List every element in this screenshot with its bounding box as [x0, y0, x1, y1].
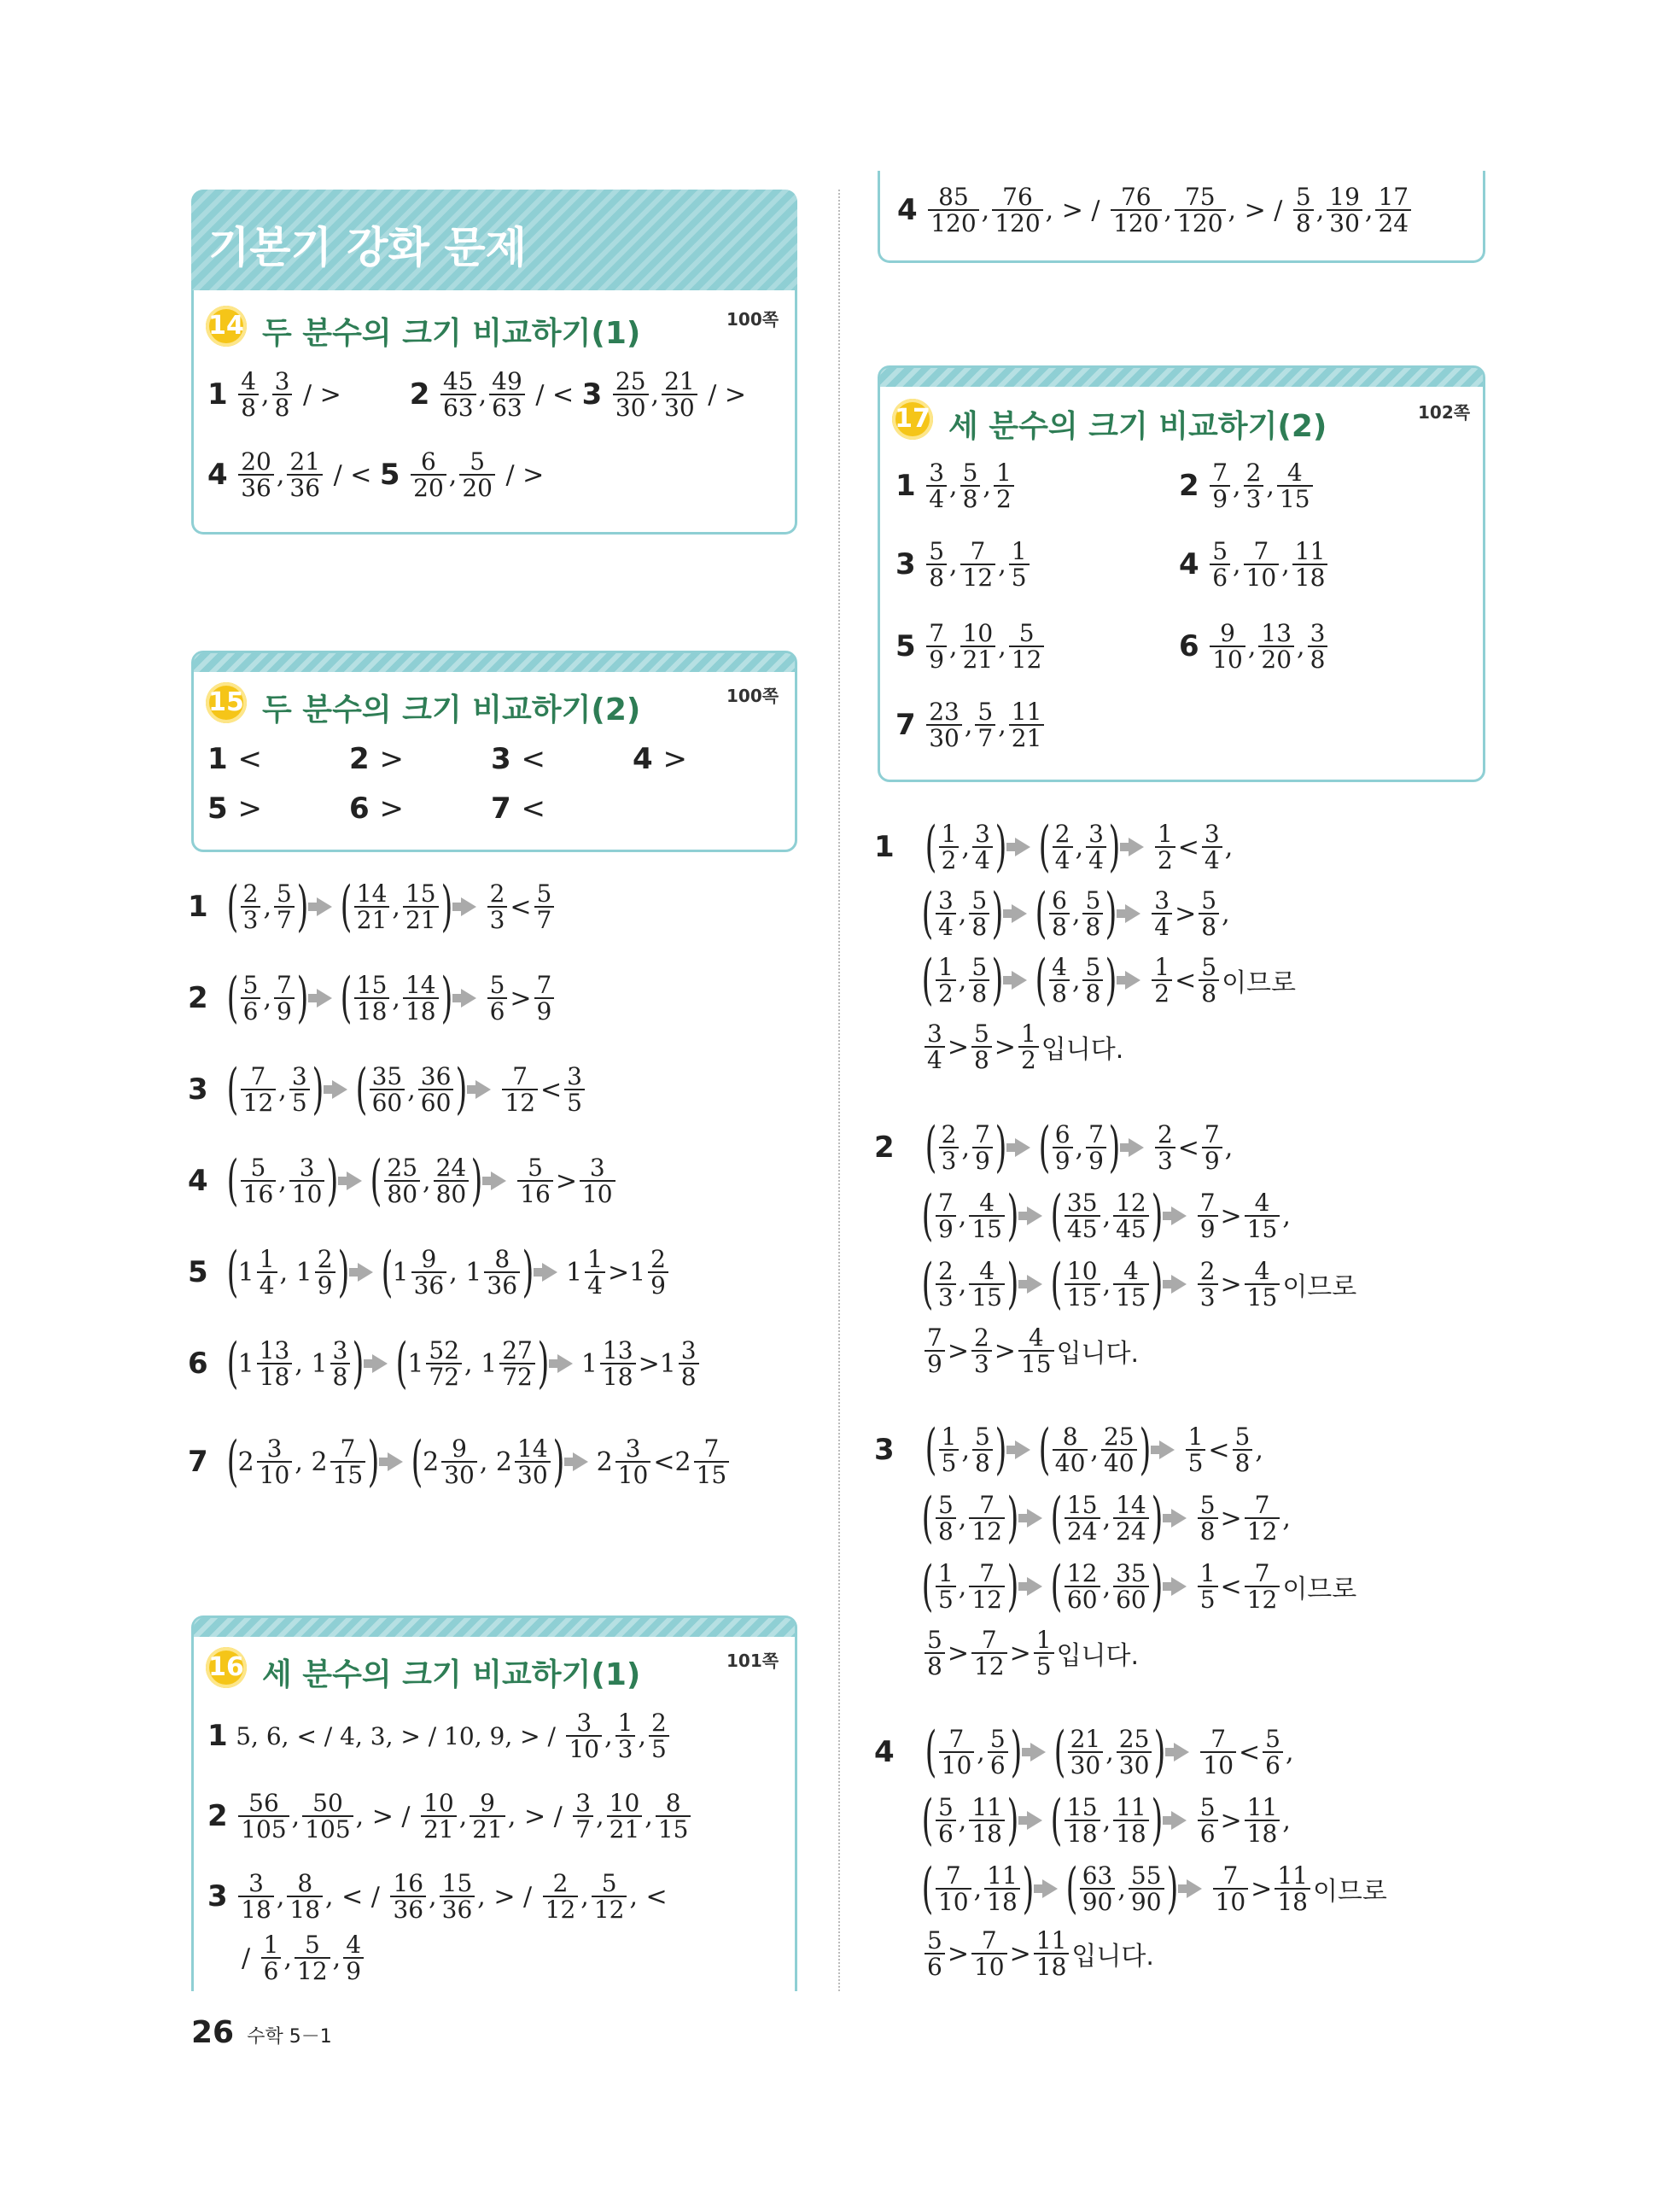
solution-row: 7 ( 2 $\frac{3}{10}$ , 2 $\frac{7}{15}$ ) ( 2 $\frac{9}{30}$ , 2 $\frac{14}{30}$ ) 2 $\frac{3}{10}$ <2 $\frac{7}{15}$	[188, 1434, 732, 1489]
page-reference: 100쪽	[726, 686, 779, 706]
solution-row: ( $\frac{5}{6}$ , $\frac{11}{18}$ ) ( $\frac{15}{18}$ , $\frac{11}{18}$ ) $\frac{5}{6}$ > $\frac{11}{18}$ ,	[921, 1789, 1291, 1852]
answer-row: 2 $\frac{56}{105}$ , $\frac{50}{105}$ , > / $\frac{10}{21}$ , $\frac{9}{21}$ , > / $\frac{3}{7}$ , $\frac{10}{21}$ , $\frac{8}{15}$	[207, 1791, 693, 1843]
answer-row: 3 $\frac{3}{18}$ , $\frac{8}{18}$ , < / $\frac{16}{36}$ , $\frac{15}{36}$ , > / $\frac{2}{12}$ , $\frac{5}{12}$ , <	[207, 1869, 668, 1925]
answer-row: 1 $\frac{4}{8}$ , $\frac{3}{8}$ / > 2 $\frac{45}{63}$ , $\frac{49}{63}$ / < 3 $\frac{25}{30}$ , $\frac{21}{30}$ / >	[207, 367, 747, 423]
answer-row: 5 $\frac{7}{9}$ , $\frac{10}{21}$ , $\frac{5}{12}$	[895, 621, 1047, 673]
solution-row: 4 ( $\frac{7}{10}$ , $\frac{5}{6}$ ) ( $\frac{21}{30}$ , $\frac{25}{30}$ ) $\frac{7}{10}$ < $\frac{5}{6}$ ,	[874, 1721, 1294, 1784]
answer-row: 4 $\frac{85}{120}$ , $\frac{76}{120}$ , > / $\frac{76}{120}$ , $\frac{75}{120}$ , > / $\frac{5}{8}$ , $\frac{19}{30}$ , $\frac{17}{24}$	[897, 184, 1414, 237]
section-title: 두 분수의 크기 비교하기(1)	[262, 316, 641, 351]
solution-row: ( $\frac{7}{10}$ , $\frac{11}{18}$ ) ( $\frac{63}{90}$ , $\frac{55}{90}$ ) $\frac{7}{10}$ > $\frac{11}{18}$ 이므로	[921, 1857, 1387, 1920]
section-title: 두 분수의 크기 비교하기(2)	[262, 692, 641, 727]
solution-row: $\frac{7}{9}$ > $\frac{2}{3}$ > $\frac{4}{15}$ 입니다.	[922, 1325, 1139, 1377]
answer-row: 7 $\frac{23}{30}$ , $\frac{5}{7}$ , $\frac{11}{21}$	[895, 699, 1047, 751]
page-reference: 100쪽	[726, 309, 779, 330]
answer-row: 3 $\frac{5}{8}$ , $\frac{7}{12}$ , $\frac{1}{5}$	[895, 539, 1032, 591]
answer-row: 4 $\frac{5}{6}$ , $\frac{7}{10}$ , $\frac{11}{18}$	[1179, 539, 1330, 591]
answer-row: 1 5, 6, < / 4, 3, > / 10, 9, > / $\frac{3}{10}$ , $\frac{1}{3}$ , $\frac{2}{5}$	[207, 1710, 672, 1762]
solution-row: ( $\frac{7}{9}$ , $\frac{4}{15}$ ) ( $\frac{35}{45}$ , $\frac{12}{45}$ ) $\frac{7}{9}$ > $\frac{4}{15}$ ,	[921, 1184, 1291, 1247]
section-16-continued-box	[878, 171, 1485, 263]
answer-row: 1 < 2 > 3 < 4 >	[207, 742, 688, 776]
solution-row: $\frac{3}{4}$ > $\frac{5}{8}$ > $\frac{1}{2}$ 입니다.	[922, 1021, 1123, 1073]
solution-row: 2 ( $\frac{5}{6}$ , $\frac{7}{9}$ ) ( $\frac{15}{18}$ , $\frac{14}{18}$ ) $\frac{5}{6}$ > $\frac{7}{9}$	[188, 971, 557, 1025]
solution-row: 6 ( 1 $\frac{13}{18}$ , 1 $\frac{3}{8}$ ) ( 1 $\frac{52}{72}$ , 1 $\frac{27}{72}$ ) 1 $\frac{13}{18}$ >1 $\frac{3}{8}$	[188, 1336, 702, 1391]
page-reference: 101쪽	[726, 1651, 779, 1671]
solution-row: ( $\frac{3}{4}$ , $\frac{5}{8}$ ) ( $\frac{6}{8}$ , $\frac{5}{8}$ ) $\frac{3}{4}$ > $\frac{5}{8}$ ,	[921, 882, 1230, 945]
solution-row: ( $\frac{1}{5}$ , $\frac{7}{12}$ ) ( $\frac{12}{60}$ , $\frac{35}{60}$ ) $\frac{1}{5}$ < $\frac{7}{12}$ 이므로	[921, 1555, 1357, 1618]
page-reference: 102쪽	[1418, 402, 1471, 423]
solution-row: 1 ( $\frac{2}{3}$ , $\frac{5}{7}$ ) ( $\frac{14}{21}$ , $\frac{15}{21}$ ) $\frac{2}{3}$ < $\frac{5}{7}$	[188, 879, 557, 934]
hero-title: 기본기 강화 문제	[208, 223, 527, 272]
solution-row: ( $\frac{1}{2}$ , $\frac{5}{8}$ ) ( $\frac{4}{8}$ , $\frac{5}{8}$ ) $\frac{1}{2}$ < $\frac{5}{8}$ 이므로	[921, 949, 1297, 1012]
answer-row: 1 $\frac{3}{4}$ , $\frac{5}{8}$ , $\frac{1}{2}$	[895, 460, 1017, 512]
section-15-box	[191, 651, 797, 852]
solution-row: ( $\frac{5}{8}$ , $\frac{7}{12}$ ) ( $\frac{15}{24}$ , $\frac{14}{24}$ ) $\frac{5}{8}$ > $\frac{7}{12}$ ,	[921, 1487, 1291, 1550]
section-title: 세 분수의 크기 비교하기(2)	[948, 409, 1327, 444]
solution-row: 2 ( $\frac{2}{3}$ , $\frac{7}{9}$ ) ( $\frac{6}{9}$ , $\frac{7}{9}$ ) $\frac{2}{3}$ < $\frac{7}{9}$ ,	[874, 1116, 1234, 1179]
solution-row: 3 ( $\frac{7}{12}$ , $\frac{3}{5}$ ) ( $\frac{35}{60}$ , $\frac{36}{60}$ ) $\frac{7}{12}$ < $\frac{3}{5}$	[188, 1062, 587, 1117]
section-17-box	[878, 365, 1485, 782]
section-16-box	[191, 1615, 797, 1991]
solution-row: 1 ( $\frac{1}{2}$ , $\frac{3}{4}$ ) ( $\frac{2}{4}$ , $\frac{3}{4}$ ) $\frac{1}{2}$ < $\frac{3}{4}$ ,	[874, 815, 1234, 879]
hero-banner	[191, 190, 797, 292]
answer-row: 6 $\frac{9}{10}$ , $\frac{13}{20}$ , $\frac{3}{8}$	[1179, 621, 1330, 673]
footer-subject: 수학 5－1	[247, 2026, 332, 2048]
solution-row: $\frac{5}{6}$ > $\frac{7}{10}$ > $\frac{11}{18}$ 입니다.	[922, 1928, 1154, 1980]
solution-row: ( $\frac{2}{3}$ , $\frac{4}{15}$ ) ( $\frac{10}{15}$ , $\frac{4}{15}$ ) $\frac{2}{3}$ > $\frac{4}{15}$ 이므로	[921, 1253, 1357, 1316]
page-number: 26	[191, 2015, 235, 2050]
answer-row: / $\frac{1}{6}$ , $\frac{5}{12}$ , $\frac{4}{9}$	[242, 1932, 366, 1984]
solution-row: 4 ( $\frac{5}{16}$ , $\frac{3}{10}$ ) ( $\frac{25}{80}$ , $\frac{24}{80}$ ) $\frac{5}{16}$ > $\frac{3}{10}$	[188, 1154, 618, 1208]
section-badge: 15	[206, 682, 247, 723]
solution-row: $\frac{5}{8}$ > $\frac{7}{12}$ > $\frac{1}{5}$ 입니다.	[922, 1627, 1139, 1680]
answer-row: 2 $\frac{7}{9}$ , $\frac{2}{3}$ , $\frac{4}{15}$	[1179, 460, 1315, 512]
answer-row: 5 > 6 > 7 <	[207, 792, 546, 826]
section-badge: 14	[206, 306, 247, 347]
answer-row: 4 $\frac{20}{36}$ , $\frac{21}{36}$ / < 5 $\frac{6}{20}$ , $\frac{5}{20}$ / >	[207, 447, 545, 503]
section-title: 세 분수의 크기 비교하기(1)	[262, 1657, 641, 1692]
section-badge: 17	[892, 399, 933, 440]
solution-row: 5 ( 1 $\frac{1}{4}$ , 1 $\frac{2}{9}$ ) ( 1 $\frac{9}{36}$ , 1 $\frac{8}{36}$ ) 1 $\frac{1}{4}$ >1 $\frac{2}{9}$	[188, 1245, 671, 1300]
solution-row: 3 ( $\frac{1}{5}$ , $\frac{5}{8}$ ) ( $\frac{8}{40}$ , $\frac{25}{40}$ ) $\frac{1}{5}$ < $\frac{5}{8}$ ,	[874, 1418, 1263, 1481]
section-badge: 16	[206, 1647, 247, 1688]
page-footer	[191, 2015, 332, 2050]
column-divider	[838, 190, 840, 1991]
section-14-box	[191, 290, 797, 535]
